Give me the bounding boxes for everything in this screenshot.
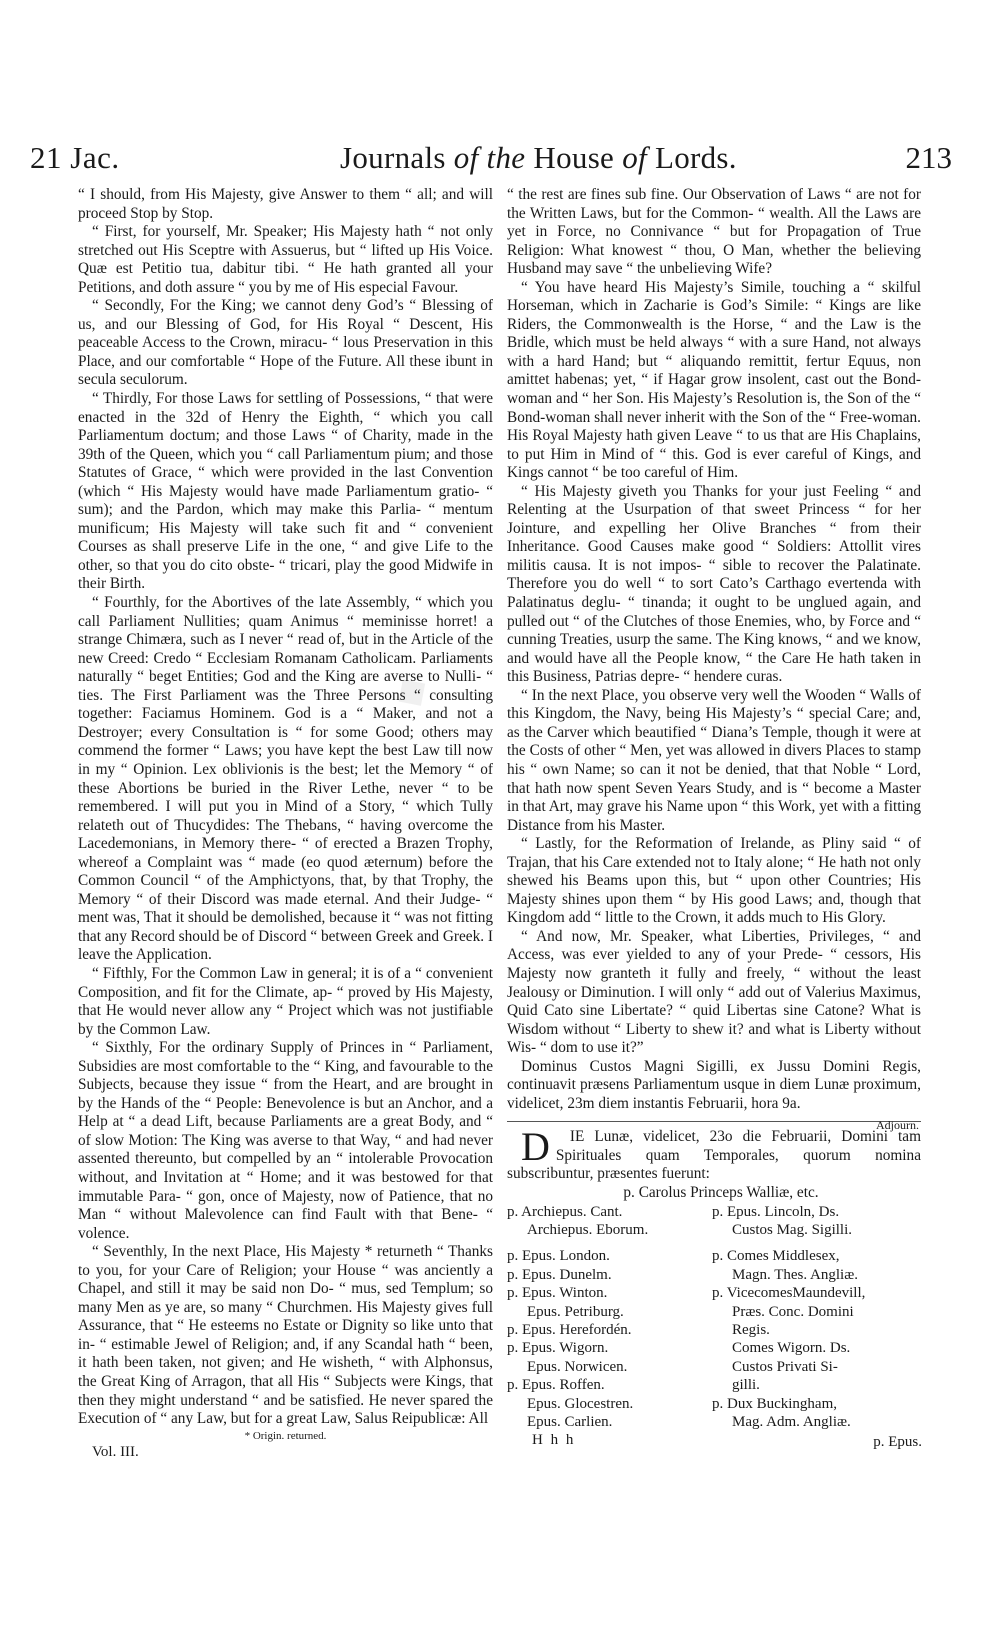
page-header — [30, 140, 952, 190]
list-gap — [507, 1239, 707, 1247]
title-journals: Journals — [340, 140, 446, 175]
page-number: 213 — [905, 140, 952, 175]
faint-watermark: ◆ ◆ ◆ — [382, 570, 571, 719]
list-item: Epus. Petriburg. — [527, 1303, 624, 1320]
attendance-lists — [507, 1203, 921, 1453]
list-item: Comes Wigorn. Ds. — [732, 1340, 851, 1357]
list-item: Archiepus. Eborum. — [527, 1221, 649, 1238]
list-item: Epus. Carlien. — [527, 1414, 613, 1430]
title-of-the: of the — [453, 140, 526, 175]
paragraph: “ His Majesty giveth you Thanks for your just Feeling “ and Relenting at the Usurpation of that sweet Princess “ for her Jointure, and expelling her Olive Branches “ from their Inheritance. Good Causes make good “ Soldiers: Attollit vires militis causa. It is not impos- “ sible to recover the Palatinate. Therefore you do well “ to sort Cato’s Carthago evertenda with Palatinatus deglu- “ tinanda; it ought to be unglued again, and pulled out “ of the Clutches of those Enemies, who, by Force and “ cunning Treaties, usurp the same. The King knows, “ and we know, and would have all the People know, “ the Care He hath taken in this Business, Patrias depre- “ hendere curas. — [507, 482, 921, 686]
list-item: Magn. Thes. Angliæ. — [732, 1266, 858, 1283]
prince-entry: p. Carolus Princeps Walliæ, etc. — [623, 1183, 819, 1201]
section-divider — [507, 1121, 921, 1122]
sitting-text: IE Lunæ, videlicet, 23o die Februarii, Domini tam Spirituales quam Temporales, quorum nomina subscribuntur, præsentes fuerunt: — [507, 1128, 921, 1183]
right-column — [507, 186, 921, 1453]
paragraph: “ the rest are fines sub fine. Our Observation of Laws “ are not for the Written Laws, but for the Common- “ wealth. All the Laws are yet in Force, no Connivance “ but for Propagation of True Religion: What knowest “ thou, O Man, whether the believing Husband may save “ the unbelieving Wife? — [507, 186, 921, 278]
volume-label: Vol. III. — [92, 1443, 139, 1460]
list-item: p. Epus. Roffen. — [507, 1377, 605, 1394]
paragraph: “ Fourthly, for the Abortives of the late Assembly, “ which you call Parliament Nullities; quam Animus “ meminisse horret! a strange Chimæra, such as I never “ read of, but in the Article of the new Creed: Credo “ Ecclesiam Romanam Catholicam. Parliaments naturally “ beget Entities; God and the King are averse to Nulli- “ ties. The First Parliament was the Three Persons “ consulting together: Faciamus Hominem. God is a “ Maker, and not a Destroyer; every Consultation is “ for some Good; others may commend the former “ Laws; you have kept the best Law till now in my “ Opinion. Lex oblivionis is the best; let the Memory “ of these Abortions be buried in the River Lethe, never “ to be remembered. I will put you in Mind of a Story, “ which Tully relateth out of Thucydides: The Thebans, “ having overcome the Lacedemonians, in Memory there- “ of erected a Brazen Trophy, whereof a Complaint was “ made (eo quod æternum) before the Common Council “ of the Amphictyons, that, by that Trophy, the Memory “ of their Discord was made eternal. And their Judge- “ ment was, That it should be demolished, because it “ was not fitting that any Record should be of Discord “ between Greek and Greek. I leave the Application. — [78, 594, 493, 964]
paragraph: “ Fifthly, For the Common Law in general; it is of a “ convenient Composition, and fit for the Climate, ap- “ proved by His Majesty, that He would never allow any “ Project which was not justifiable by the Common Law. — [78, 964, 493, 1038]
list-item: p. Epus. Herefordén. — [507, 1321, 632, 1338]
list-item: Custos Mag. Sigilli. — [732, 1221, 853, 1238]
signature-mark: H h h — [532, 1432, 576, 1449]
left-column — [78, 186, 493, 1461]
paragraph: “ First, for yourself, Mr. Speaker; His Majesty hath “ not only stretched out His Sceptre with Assuerus, but “ lifted up His Voice. Quæ est Petitio tua, dabitur tibi. “ He hath granted all your Petitions, and doth assure “ you by me of His especial Favour. — [78, 223, 493, 296]
paragraph: “ I should, from His Majesty, give Answer to them “ all; and will proceed Stop by Stop. — [78, 186, 493, 222]
list-item: Epus. Norwicen. — [527, 1358, 628, 1375]
list-item: p. Epus. Lincoln, Ds. — [712, 1203, 840, 1220]
margin-note-adjourn: Adjourn. — [876, 1118, 919, 1132]
paragraph: “ You have heard His Majesty’s Simile, touching a “ skilful Horseman, which in Zacharie is God’s Simile: “ Kings are like Riders, the Commonwealth is the Horse, “ and the Law is the Bridle, which must be held always “ with a sure Hand, not always with a hard Hand; but “ aliquando remittit, fertur Equus, non amittet habenas; yet, “ if Hagar grow insolent, cast out the Bond-woman and “ her Son. His Majesty’s Resolution is, the Son of the “ Bond-woman shall never inherit with the Son of the “ Free-woman. His Royal Majesty hath given Leave “ to us that are His Chaplains, to put Him in Mind of “ this. God is ever careful of Kings, and Kings cannot “ be too careful of Him. — [507, 278, 921, 482]
title-house: House — [533, 140, 615, 175]
list-gap — [712, 1239, 922, 1247]
list-item: Mag. Adm. Angliæ. — [732, 1414, 851, 1430]
list-item: Præs. Conc. Domini — [732, 1303, 854, 1320]
attendance-list-right — [712, 1203, 922, 1452]
list-item: Regis. — [732, 1321, 770, 1338]
list-item: p. Epus. Winton. — [507, 1285, 608, 1302]
drop-cap: D — [521, 1124, 550, 1170]
list-item: Custos Privati Si- — [732, 1358, 838, 1375]
list-item: p. VicecomesMaundevill, — [712, 1285, 866, 1302]
list-item: p. Archiepus. Cant. — [507, 1203, 623, 1220]
paragraph: “ In the next Place, you observe very well the Wooden “ Walls of this Kingdom, the Navy, being His Majesty’s “ special Care; and, as the Carver which beautified “ Diana’s Temple, though it were at the Costs of other “ Men, yet was allowed in divers Places to stamp his “ own Name; so can it not be denied, that that Noble “ Lord, that hath now spent Seven Years Study, and is “ become a Master in that Art, may grave his Name upon “ this Work, yet with a fitting Distance from his Master. — [507, 686, 921, 834]
paragraph: “ Seventhly, In the next Place, His Majesty * returneth “ Thanks to you, for your Care of Religion; your House “ was anciently a Chapel, and still it may be said non Do- “ mus, sed Templum; so many Men as ye are, so many “ Churchmen. His Majesty gives full Assurance, that “ He esteems no Estate or Dignity so like unto that in- “ estimable Jewel of Religion; and, if any Scandal hath “ been, it hath been taken, not given; and He wisheth, “ with Alphonsus, the Great King of Arragon, that all His “ Subjects were Kings, that then they might understand “ and be satisfied. He never spared the Execution of “ any Law, but for a great Law, Salus Reipublicæ: All — [78, 1243, 493, 1428]
title-lords: Lords. — [654, 140, 737, 175]
footnote: * Origin. returned. — [244, 1429, 327, 1442]
adjournment-entry: Dominus Custos Magni Sigilli, ex Jussu Domini Regis, continuavit præsens Parliamentum usque in diem Lunæ proximum, videlicet, 23m diem instantis Februarii, hora 9a. — [507, 1057, 921, 1112]
attendance-list-left — [507, 1203, 707, 1450]
paragraph: “ Sixthly, For the ordinary Supply of Princes in “ Parliament, Subsidies are most comfortable to the “ King, and favourable to the Subjects, because they issue “ from the Heart, and are brought in by the Hands of the “ People: Benevolence is but an Anchor, and a Help at “ a dead Lift, because Parliaments are a great Body, and “ of slow Motion: The King was averse to that Way, “ and had never assented thereunto, but compelled by an “ intolerable Provocation without, and Invitation at “ Home; and it was bestowed for that immutable Para- “ gon, once of Majesty, now of Patience, that no Man “ without Malevolence can find Fault with that Bene- “ volence. — [78, 1039, 493, 1242]
list-item: p. Comes Middlesex, — [712, 1248, 840, 1265]
list-item: Epus. Glocestren. — [527, 1395, 634, 1412]
list-item: p. Epus. London. — [507, 1248, 610, 1265]
catchword: p. Epus. — [873, 1434, 922, 1451]
list-item: p. Dux Buckingham, — [712, 1395, 837, 1412]
list-item: gilli. — [732, 1377, 760, 1394]
paragraph: “ Secondly, For the King; we cannot deny God’s “ Blessing of us, and our Blessing of God, for His Royal “ Descent, His peaceable Access to the Crown, miracu- “ lous Preservation in this Place, and our comfortable “ Hope of the Future. All these ibunt in secula seculorum. — [78, 297, 493, 389]
list-item: p. Epus. Dunelm. — [507, 1266, 612, 1283]
list-item: p. Epus. Wigorn. — [507, 1340, 609, 1357]
running-title — [340, 140, 737, 176]
regnal-year: 21 Jac. — [30, 140, 120, 175]
paragraph: “ Lastly, for the Reformation of Irelande, as Pliny said “ of Trajan, that his Care extended not to Italy alone; “ He hath not only shewed his Beams upon this, but “ upon other Countries; His Majesty shines upon them “ by His good Laws; and, though that Kingdom add “ little to the Crown, it adds much to His Glory. — [507, 835, 921, 927]
paragraph: “ Thirdly, For those Laws for settling of Possessions, “ that were enacted in the 32d of Henry the Eighth, “ which you call Parliamentum doctum; and those Laws “ of Charity, made in the 39th of the Queen, which you “ call Parliamentum pium; and those Statutes of Grace, “ which were provided in the last Convention (which “ His Majesty would have made Parliamentum gratio- “ sum); and the Pardon, which may make this Parlia- “ mentum munificum; His Majesty will take such fit and “ convenient Courses as shall preserve Life in the one, “ and give Life to the other, so that you do cito obste- “ tricari, play the good Midwife in their Birth. — [78, 390, 493, 593]
title-of: of — [622, 140, 647, 175]
paragraph: “ And now, Mr. Speaker, what Liberties, Privileges, “ and Access, was ever yielded to any of your Prede- “ cessors, His Majesty now granteth it fully and freely, “ without the least Jealousy or Diminution. I will only “ add out of Valerius Maximus, Quid Cato sine Libertate? “ quid Libertas sine Catone? What is Wisdom without “ Liberty to shew it? and what is Liberty without Wis- “ dom to use it?” — [507, 927, 921, 1057]
